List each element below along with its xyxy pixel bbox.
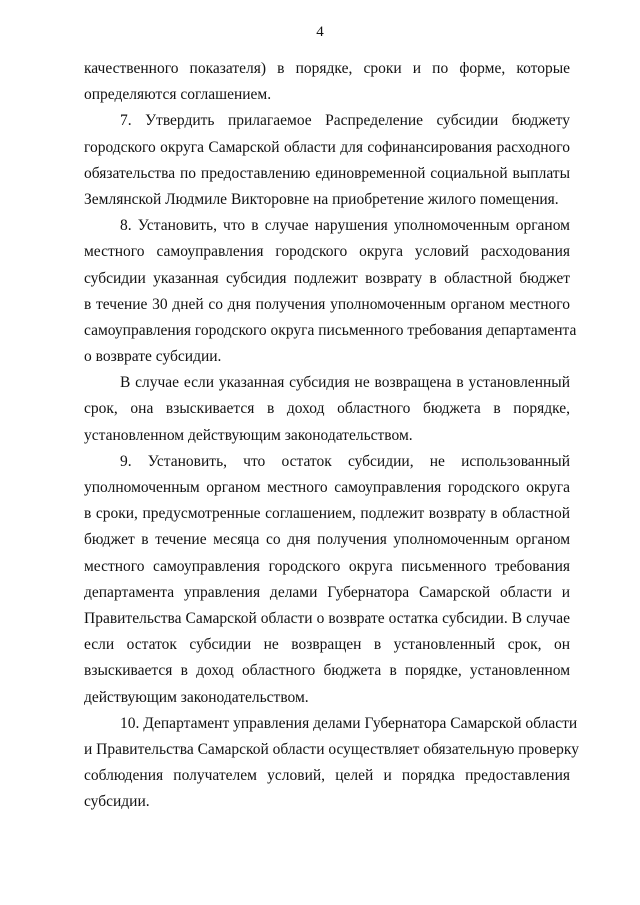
text-line: в течение 30 дней со дня получения уполномоченным органом местного	[84, 295, 570, 313]
text-line: 10. Департамент управления делами Губернатора Самарской области	[120, 714, 578, 732]
text-line: уполномоченным органом местного самоуправления городского округа	[84, 479, 570, 496]
text-line: субсидии указанная субсидия подлежит возврату в областной бюджет	[84, 269, 570, 287]
paragraph-item-8	[84, 213, 577, 370]
text-line: Правительства Самарской области о возврате остатка субсидии. В случае	[84, 609, 570, 627]
text-line: действующим законодательством.	[84, 688, 309, 706]
text-line: установленном действующим законодательством.	[84, 426, 413, 444]
text-line: 7. Утвердить прилагаемое Распределение субсидии бюджету	[120, 112, 570, 130]
text-line: обязательства по предоставлению единовременной социальной выплаты	[84, 164, 570, 182]
text-line: местного самоуправления городского округа условий расходования	[84, 243, 570, 261]
text-line: местного самоуправления городского округа письменного требования	[84, 557, 570, 575]
document-body	[84, 56, 579, 815]
text-line: В случае если указанная субсидия не возвращена в установленный	[120, 374, 570, 392]
text-line: субсидии.	[84, 793, 150, 811]
text-line: 9. Установить, что остаток субсидии, не использованный	[120, 452, 570, 470]
text-line: если остаток субсидии не возвращен в установленный срок, он	[84, 636, 570, 654]
text-line: взыскивается в доход областного бюджета в порядке, установленном	[84, 662, 570, 680]
paragraph-refund	[84, 370, 570, 449]
paragraph-item-10	[84, 711, 579, 816]
text-line: качественного показателя) в порядке, сроки и по форме, которые	[84, 60, 570, 77]
paragraph-item-9	[84, 449, 570, 711]
text-line: департамента управления делами Губернатора Самарской области и	[84, 583, 570, 601]
text-line: в сроки, предусмотренные соглашением, подлежит возврату в областной	[84, 505, 570, 523]
paragraph-continuation	[84, 56, 570, 108]
text-line: городского округа Самарской области для софинансирования расходного	[84, 138, 570, 156]
text-line: определяются соглашением.	[84, 86, 272, 104]
text-line: 8. Установить, что в случае нарушения уполномоченным органом	[120, 217, 570, 235]
text-line: и Правительства Самарской области осуществляет обязательную проверку	[84, 740, 579, 758]
paragraph-item-7	[84, 108, 570, 213]
text-line: срок, она взыскивается в доход областного бюджета в порядке,	[84, 400, 570, 418]
text-line: Землянской Людмиле Викторовне на приобретение жилого помещения.	[84, 190, 559, 208]
page-number: 4	[316, 24, 324, 40]
text-line: самоуправления городского округа письменного требования департамента	[84, 321, 577, 339]
text-line: бюджет в течение месяца со дня получения уполномоченным органом	[84, 531, 570, 549]
text-line: о возврате субсидии.	[84, 348, 222, 366]
text-line: соблюдения получателем условий, целей и порядка предоставления	[84, 767, 570, 785]
